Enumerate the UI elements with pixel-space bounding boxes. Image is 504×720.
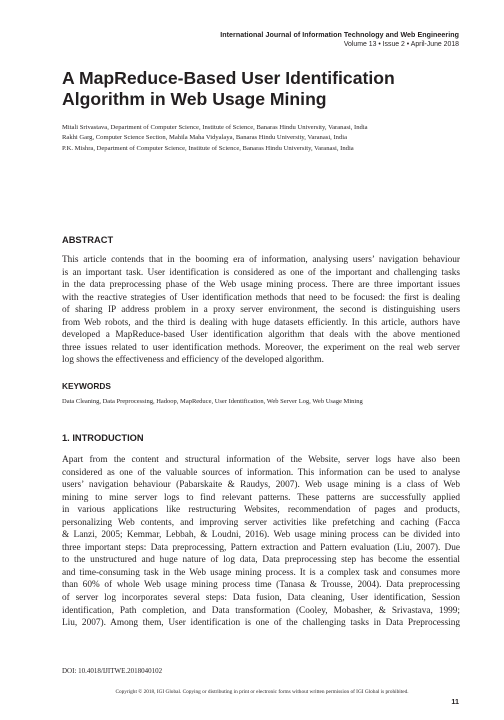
introduction-body (62, 454, 460, 630)
introduction-line: considered as one of the valuable sources of information. This information can be used to analyse (62, 467, 460, 478)
journal-volume-issue: Volume 13 • Issue 2 • April-June 2018 (343, 41, 459, 48)
journal-header (220, 31, 459, 49)
introduction-line: three important steps: Data preprocessing, Pattern extraction and Pattern evaluation (Liu, 2007). Due (62, 542, 460, 553)
doi-text: DOI: 10.4018/IJITWE.2018040102 (62, 667, 163, 675)
introduction-line: and time-consuming task in the Web usage mining process. It is a complex task and consumes more (62, 567, 460, 578)
introduction-line: & Lanzi, 2005; Kemmar, Lebbah, & Loudni, 2016). Web usage mining process can be divided into (62, 530, 460, 541)
article-title-line: A MapReduce-Based User Identification (62, 68, 395, 88)
introduction-line: Apart from the content and structural information of the Website, server logs have also been (62, 455, 460, 465)
abstract-line: developed a MapReduce-based User identification algorithm that deals with the above mentioned (62, 330, 460, 341)
abstract-line: of sharing IP address problem in a proxy server environment, the second is distinguishing users (62, 305, 460, 316)
abstract-line: This article contends that in the booming era of information, analysing users’ navigation behaviour (62, 255, 460, 265)
author-list (62, 123, 462, 154)
abstract-line: from Web robots, and the third is dealing with huge datasets efficiently. In this article, authors have (62, 317, 460, 328)
keywords-heading: KEYWORDS (62, 381, 111, 391)
abstract-heading: ABSTRACT (62, 235, 114, 245)
article-title-line: Algorithm in Web Usage Mining (62, 89, 327, 109)
author-affiliation: Rakhi Garg, Computer Science Section, Mahila Maha Vidyalaya, Banaras Hindu University, Varanasi, India (62, 134, 348, 142)
page-number: 11 (451, 697, 459, 706)
copyright-notice: Copyright © 2018, IGI Global. Copying or distributing in print or electronic forms without written permission of IGI Global is prohibited. (115, 689, 409, 695)
abstract-line: is an important task. User identification is considered as one of the important and challenging tasks (62, 267, 460, 278)
introduction-line: Liu, 2007). Among them, User identification is one of the challenging tasks in Data Preprocessing (62, 618, 460, 629)
journal-name: International Journal of Information Technology and Web Engineering (220, 31, 459, 39)
abstract-line: with the reactive strategies of User identification methods that need to be focused: the first is dealing (62, 292, 460, 303)
introduction-line: than 60% of whole Web usage mining process time (Tanasa & Trousse, 2004). Data preprocessing (62, 580, 460, 591)
abstract-line: in the data preprocessing phase of the Web usage mining process. There are three important issues (62, 280, 460, 291)
introduction-line: users’ navigation behaviour (Pabarskaite & Raudys, 2007). Web usage mining is a class of Web (62, 480, 460, 491)
abstract-body (62, 254, 460, 367)
author-affiliation: Mitali Srivastava, Department of Computer Science, Institute of Science, Banaras Hindu University, Varanasi, India (62, 124, 368, 131)
article-title (62, 68, 462, 110)
introduction-line: identification, Path completion, and Data transformation (Cooley, Mobasher, & Srivastava, 1999; (62, 605, 460, 616)
abstract-line: three issues related to user identification methods. Moreover, the experiment on the real web server (62, 342, 460, 353)
introduction-line: of server log incorporates several steps: Data fusion, Data cleaning, User identification, Session (62, 593, 460, 604)
introduction-line: personalizing Web contents, and improving server activities like prefetching and caching (Facca (62, 517, 460, 528)
introduction-line: in various applications like restructuring Websites, recommendation of pages and products, (62, 505, 460, 516)
keywords-text: Data Cleaning, Data Preprocessing, Hadoop, MapReduce, User Identification, Web Server Log, Web Usage Mining (62, 398, 363, 405)
introduction-heading: 1. INTRODUCTION (62, 433, 144, 443)
author-affiliation: P.K. Mishra, Department of Computer Science, Institute of Science, Banaras Hindu University, Varanasi, India (62, 144, 354, 152)
introduction-line: to the unstructured and huge nature of log data, Data preprocessing step has become the essential (62, 555, 460, 566)
introduction-line: mining to mine server logs to find relevant patterns. These patterns are successfully applied (62, 492, 460, 503)
abstract-line: log shows the effectiveness and efficiency of the developed algorithm. (62, 355, 324, 366)
keywords-body (62, 397, 460, 406)
